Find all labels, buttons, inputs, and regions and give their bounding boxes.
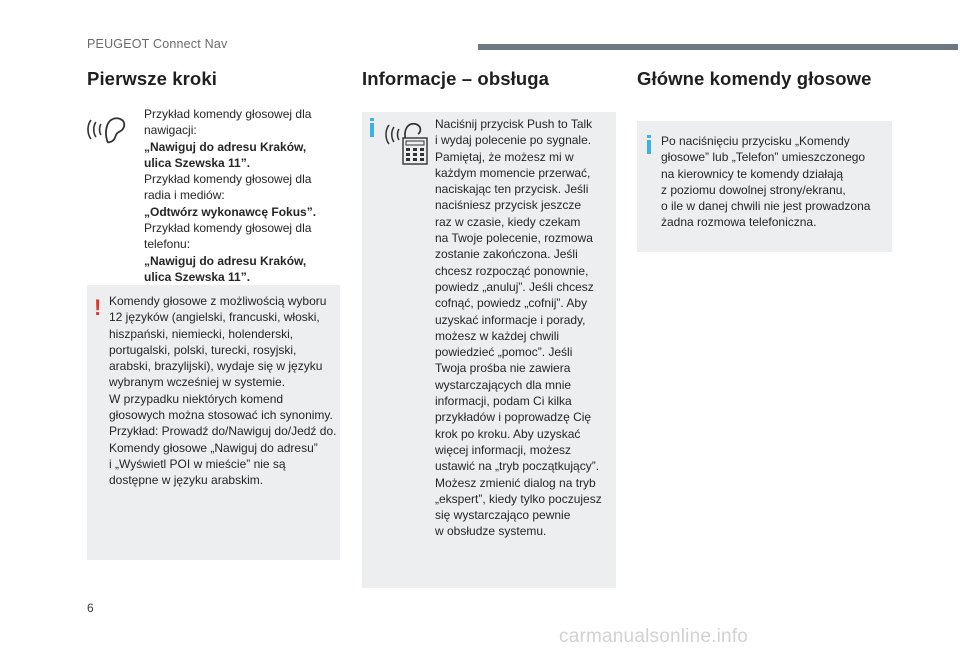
example-line: Przykład komendy głosowej dla [144, 221, 312, 236]
info-line: „ekspert”, kiedy tylko poczujesz [435, 491, 602, 506]
info-line: w obsłudze systemu. [435, 524, 547, 539]
warning-line: 12 języków (angielski, francuski, włoski, [109, 310, 320, 325]
info-line: głosowe” lub „Telefon” umieszczonego [661, 150, 866, 165]
info-main-commands-text [661, 133, 887, 231]
info-line: powiedz „anuluj”. Jeśli chcesz [435, 279, 594, 294]
section-title-info-usage: Informacje – obsługa [362, 68, 550, 89]
warning-line: głosowych można stosować ich synonimy. [109, 408, 333, 423]
example-command: ulica Szewska 11”. [144, 269, 251, 284]
warning-line: Komendy głosowe z możliwością wyboru [109, 294, 327, 308]
info-usage-text [435, 116, 611, 540]
info-line: przykładów i poprowadzę Cię [435, 410, 592, 425]
info-line: o ile w danej chwili nie jest prowadzona [661, 199, 871, 214]
warning-box [87, 285, 340, 560]
page-number: 6 [87, 601, 94, 615]
manual-header-title: PEUGEOT Connect Nav [87, 37, 228, 51]
warning-line: wybranym wcześniej w systemie. [109, 375, 286, 390]
info-line: Twoja prośba nie zawiera [435, 361, 571, 376]
info-line: naciśniesz przycisk jeszcze [435, 198, 582, 213]
example-command: „Nawiguj do adresu Kraków, [144, 253, 307, 268]
example-line: radia i mediów: [144, 188, 225, 203]
warning-line: arabski, brazylijski), wydaje się w języku [109, 359, 323, 374]
warning-line: Komendy głosowe „Nawiguj do adresu” [109, 440, 318, 455]
info-line: krok po kroku. Aby uzyskać [435, 426, 581, 441]
info-line: na kierownicy te komendy działają [661, 166, 844, 181]
info-line: na Twoje polecenie, rozmowa [435, 231, 593, 246]
info-line: żadna rozmowa telefoniczna. [661, 215, 817, 230]
info-line: z poziomu dowolnej strony/ekranu, [661, 182, 846, 197]
info-line: każdym momencie przerwać, [435, 165, 591, 180]
column-info-usage [362, 68, 616, 90]
voice-keypad-icon [384, 120, 428, 166]
info-line: uzyskać informacje i porady, [435, 312, 586, 327]
info-line: więcej informacji, możesz [435, 442, 572, 457]
info-box-usage [362, 112, 616, 588]
info-box-main-commands [637, 121, 892, 252]
example-command: „Odtwórz wykonawcę Fokus”. [144, 204, 317, 219]
info-line: Pamiętaj, że możesz mi w [435, 149, 574, 164]
warning-icon: ! [94, 295, 102, 320]
watermark-text: carmanualsonline.info [559, 626, 749, 647]
warning-line: W przypadku niektórych komend [109, 391, 284, 406]
info-line: zostanie zakończona. Jeśli [435, 247, 578, 262]
warning-line: portugalski, polski, turecki, rosyjski, [109, 342, 297, 357]
voice-command-examples [144, 106, 334, 285]
info-line: cofnąć, powiedz „cofnij”. Aby [435, 296, 588, 311]
info-line: wystarczających dla mnie [435, 377, 572, 392]
warning-line: hiszpański, niemiecki, holenderski, [109, 326, 294, 341]
info-line: i wydaj polecenie po sygnale. [435, 133, 592, 148]
section-title-main-voice-commands: Główne komendy głosowe [637, 68, 872, 89]
warning-text [109, 293, 337, 489]
info-line: naciskając ten przycisk. Jeśli [435, 182, 589, 197]
header-bar [478, 44, 958, 50]
info-line: Naciśnij przycisk Push to Talk [435, 117, 593, 131]
column-first-steps [87, 68, 342, 90]
example-line: nawigacji: [144, 123, 197, 138]
warning-line: dostępne w języku arabskim. [109, 473, 264, 488]
info-line: powiedzieć „pomoc”. Jeśli [435, 345, 573, 360]
info-line: informacji, podam Ci kilka [435, 394, 572, 409]
warning-line: i „Wyświetl POI w mieście” nie są [109, 456, 286, 471]
example-line: Przykład komendy głosowej dla [144, 172, 312, 187]
info-line: ustawić na „tryb początkujący”. [435, 459, 600, 474]
info-line: Po naciśnięciu przycisku „Komendy [661, 134, 850, 148]
info-line: możesz w każdej chwili [435, 328, 560, 343]
voice-command-icon [87, 112, 127, 148]
info-line: raz w czasie, kiedy czekam [435, 214, 581, 229]
info-line: chcesz rozpocząć ponownie, [435, 263, 589, 278]
example-command: ulica Szewska 11”. [144, 155, 251, 170]
section-title-first-steps: Pierwsze kroki [87, 68, 217, 89]
example-line: Przykład komendy głosowej dla [144, 107, 312, 121]
column-main-voice-commands [637, 68, 892, 90]
example-line: telefonu: [144, 237, 191, 252]
info-line: Możesz zmienić dialog na tryb [435, 475, 596, 490]
warning-line: Przykład: Prowadź do/Nawiguj do/Jedź do. [109, 424, 337, 439]
info-line: się wystarczająco pewnie [435, 508, 571, 523]
example-command: „Nawiguj do adresu Kraków, [144, 139, 307, 154]
